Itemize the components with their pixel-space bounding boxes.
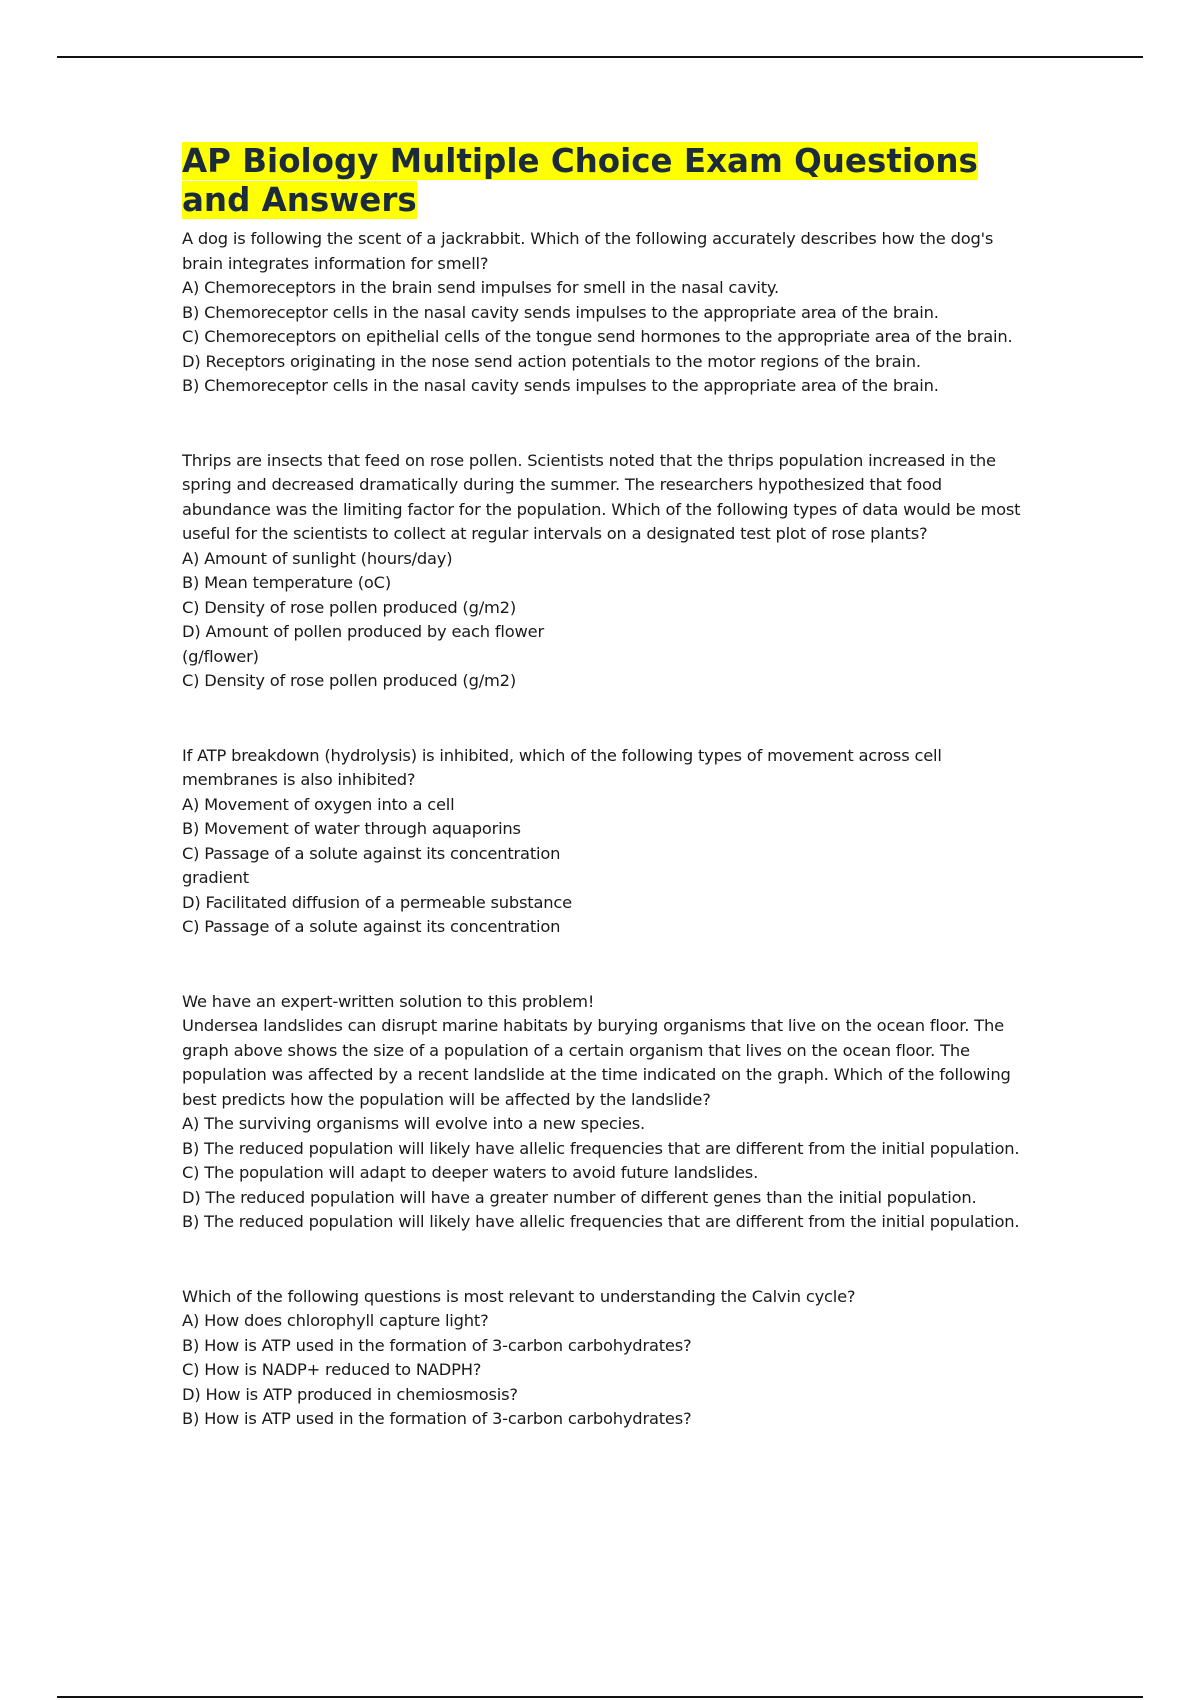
option-d: D) The reduced population will have a greater number of different genes than the initial population.	[182, 1187, 977, 1207]
option-a: A) Amount of sunlight (hours/day)	[182, 548, 453, 568]
document-title	[182, 142, 1022, 220]
option-a: A) Chemoreceptors in the brain send impulses for smell in the nasal cavity.	[182, 278, 779, 297]
question-prompt: Thrips are insects that feed on rose pollen. Scientists noted that the thrips population increased in the spring and decreased dramatically during the summer. The researchers hypothesized that food abundance was the limiting factor for the population. Which of the following types of data would be most useful for the scientists to collect at regular intervals on a designated test plot of rose plants?	[182, 450, 1021, 543]
option-c: C) Chemoreceptors on epithelial cells of the tongue send hormones to the appropriate area of the brain.	[182, 327, 1013, 346]
option-d: D) Receptors originating in the nose send action potentials to the motor regions of the brain.	[182, 351, 921, 371]
answer: B) Chemoreceptor cells in the nasal cavity sends impulses to the appropriate area of the brain.	[182, 376, 939, 395]
option-d: D) How is ATP produced in chemiosmosis?	[182, 1384, 518, 1404]
option-b: B) Mean temperature (oC)	[182, 573, 391, 592]
solution-note: We have an expert-written solution to this problem!	[182, 991, 595, 1011]
question-prompt: Undersea landslides can disrupt marine habitats by burying organisms that live on the ocean floor. The graph above shows the size of a population of a certain organism that lives on the ocean floor. The population was affected by a recent landslide at the time indicated on the graph. Which of the following best predicts how the population will be affected by the landslide?	[182, 1016, 1011, 1109]
option-a: A) The surviving organisms will evolve into a new species.	[182, 1114, 646, 1133]
question-5	[182, 1285, 1022, 1432]
question-spacer	[182, 1235, 1022, 1285]
answer: B) How is ATP used in the formation of 3-carbon carbohydrates?	[182, 1409, 692, 1428]
question-spacer	[182, 940, 1022, 990]
question-prompt: Which of the following questions is most relevant to understanding the Calvin cycle?	[182, 1286, 856, 1306]
option-b: B) Movement of water through aquaporins	[182, 819, 521, 838]
document-body	[182, 142, 1022, 1432]
question-prompt: A dog is following the scent of a jackrabbit. Which of the following accurately describes how the dog's brain integrates information for smell?	[182, 229, 994, 273]
option-b: B) Chemoreceptor cells in the nasal cavity sends impulses to the appropriate area of the brain.	[182, 302, 939, 322]
question-4	[182, 990, 1022, 1235]
answer: C) Density of rose pollen produced (g/m2)	[182, 671, 516, 690]
option-a: A) Movement of oxygen into a cell	[182, 794, 455, 814]
option-b: B) The reduced population will likely have allelic frequencies that are different from the initial population.	[182, 1138, 1020, 1158]
question-1	[182, 227, 1022, 399]
question-spacer	[182, 694, 1022, 744]
option-b: B) How is ATP used in the formation of 3-carbon carbohydrates?	[182, 1335, 692, 1355]
option-d: D) Facilitated diffusion of a permeable substance	[182, 892, 572, 912]
question-2	[182, 449, 1022, 694]
answer: B) The reduced population will likely have allelic frequencies that are different from the initial population.	[182, 1212, 1020, 1231]
option-c: C) Passage of a solute against its concentration gradient	[182, 843, 561, 887]
question-3	[182, 744, 1022, 940]
bottom-rule	[57, 1696, 1143, 1698]
option-a: A) How does chlorophyll capture light?	[182, 1311, 489, 1330]
answer: C) Passage of a solute against its concentration	[182, 917, 561, 936]
option-c: C) How is NADP+ reduced to NADPH?	[182, 1360, 482, 1379]
option-c: C) The population will adapt to deeper waters to avoid future landslides.	[182, 1163, 759, 1182]
question-prompt: If ATP breakdown (hydrolysis) is inhibited, which of the following types of movement across cell membranes is also inhibited?	[182, 745, 942, 789]
question-spacer	[182, 399, 1022, 449]
top-rule	[57, 56, 1143, 58]
title-highlight: AP Biology Multiple Choice Exam Questions and Answers	[182, 142, 978, 219]
option-c: C) Density of rose pollen produced (g/m2)	[182, 597, 516, 617]
option-d: D) Amount of pollen produced by each flower (g/flower)	[182, 622, 544, 666]
